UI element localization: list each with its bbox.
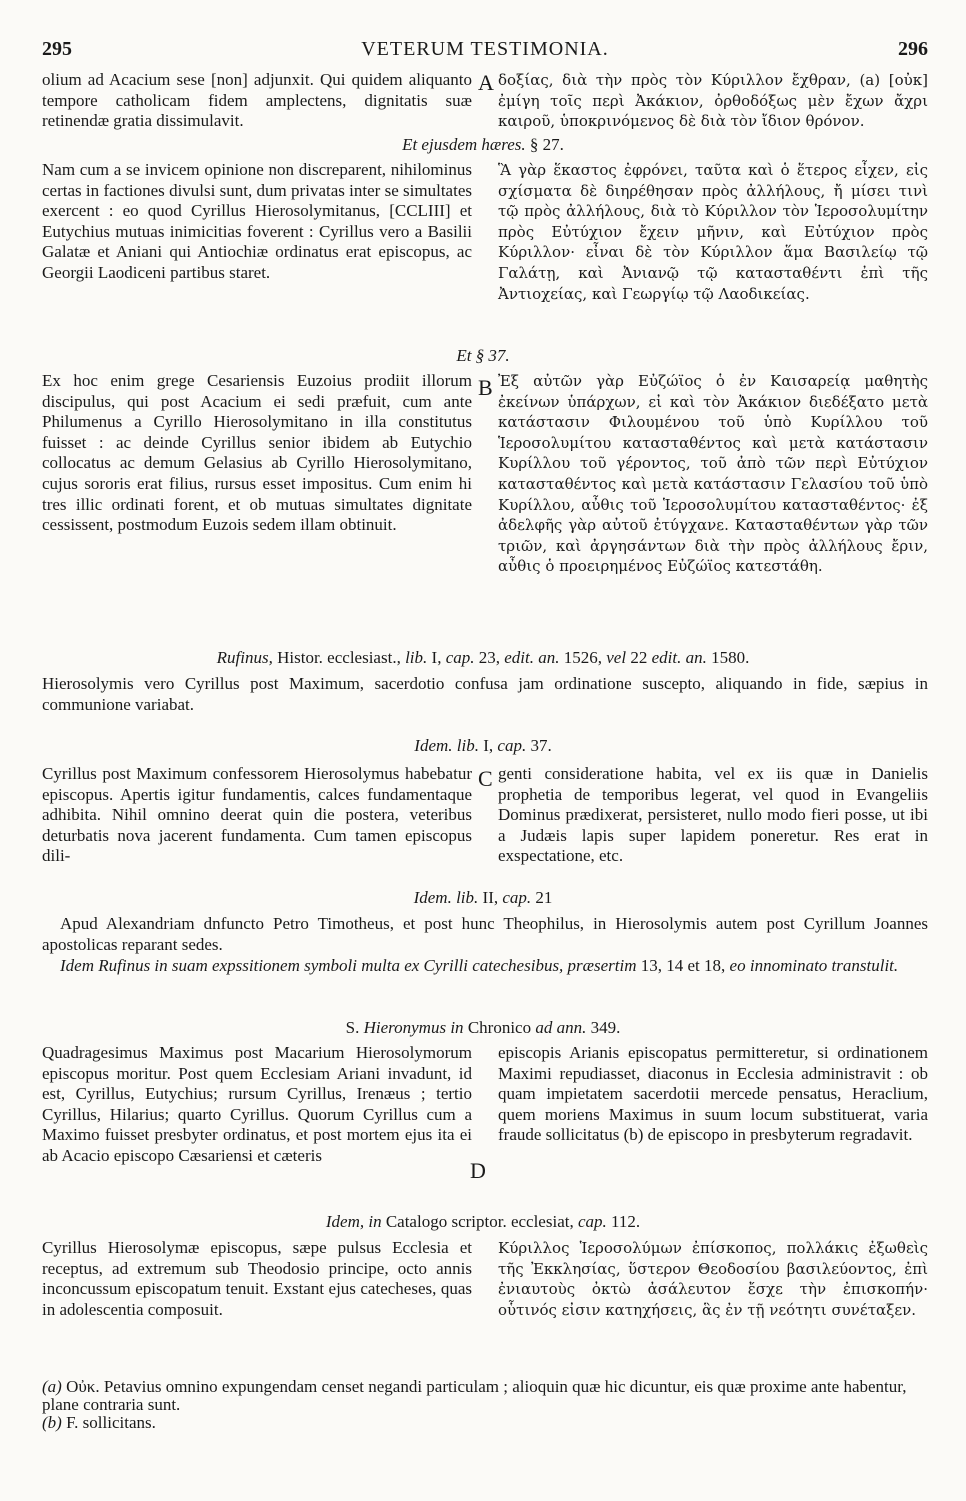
latin-col-2: Nam cum a se invicem opinione non discreparent, nihilominus certas in factiones divulsi sunt, dum privatas inter se simultates exercent : eo quod Cyrillus Hierosolymitanus, [CCLIII] et Eutychius mutuas inimicitias foverent : Cyrillus vero a Basilii Galatæ et Aniani qui Antiochiæ ordinatus erat episcopus, ac Georgii Laodiceni partibus staret.: [42, 160, 472, 282]
latin-col-5-left: Cyrillus post Maximum confessorem Hierosolymus habebatur episcopus. Apertis igitur fundamentis, calces fundamentaque adhibita. Nihil omnino deerat quin die postera, veteribus deturbatis nova jacerent fundamenta. Cum tamen episcopus dili-: [42, 764, 472, 866]
greek-col-1: δοξίας, διὰ τὴν πρὸς τὸν Κύριλλον ἔχθραν, (a) [οὐκ] ἐμίγη τοῖς περὶ Ἀκάκιον, ὀρθοδόξως μὲν ἔχων ἄχρι καιροῦ, ὑποκρινόμενος δὲ διὰ τὸν ἴδιον θρόνον.: [498, 71, 928, 131]
greek-col-9: Κύριλλος Ἱεροσολύμων ἐπίσκοπος, πολλάκις ἐξωθεὶς τῆς Ἐκκλησίας, ὕστερον Θεοδοσίου βασιλεύοντος, ἐπὶ ἐνιαυτοὺς ὀκτὼ ἀσάλευτον ἔσχε τὴν ἐπισκοπήν· οὗτινός εἰσιν κατηχήσεις, ἃς ἐν τῇ νεότητι συνέταξεν.: [498, 1239, 928, 1319]
latin-col-8-right: episcopis Arianis episcopatus permitteretur, si ordinationem Maximi repudiasset, diaconus in Ecclesia administravit : ob quam impietatem sacerdotii mercede pensatus, Heraclium, quem moriens Maximus in suum locum substituerat, varia fraude sollicitatus (b) de episcopo in presbyterum regradavit.: [498, 1043, 928, 1145]
footnote-b: [42, 1414, 928, 1432]
margin-marker-d: D: [470, 1158, 486, 1183]
running-title: VETERUM TESTIMONIA.: [361, 38, 609, 60]
heading-catalogo: Idem, in Catalogo scriptor. ecclesiat, cap. 112.: [325, 1212, 641, 1231]
heading-idem-37: Idem. lib. I, cap. 37.: [414, 736, 552, 755]
running-header: [42, 38, 928, 68]
margin-marker-c: C: [478, 766, 493, 791]
footnote-a-marker: (a): [42, 1377, 62, 1396]
heading-rufinus: Rufinus, Histor. ecclesiast., lib. I, cap. 23, edit. an. 1526, vel 22 edit. an. 1580.: [216, 648, 750, 667]
latin-col-3: Ex hoc enim grege Cesariensis Euzoius prodiit illorum discipulus, qui post Acacium ei sedi præfuit, cum ante Philumenus a Cyrillo Hierosolymitano in illa constitutus fuisset : ac deinde Cyrillus senior ibidem ab Eutychio collocatus ac demum Gelasius ab Cyrillo Hierosolymitano, cujus sororis erat filius, rursus esset impositus. Cum enim hi tres illic ordinati forent, et ob mutuas simultates dignitate cessissent, postmodum Euzois sedem illam obtinuit.: [42, 371, 472, 535]
latin-col-1: olium ad Acacium sese [non] adjunxit. Qui quidem aliquanto tempore catholicam fidem amplectens, dignitatis suæ retinendæ gratia dissimulavit.: [42, 70, 472, 131]
latin-col-8-left: Quadragesimus Maximus post Macarium Hierosolymorum episcopus moritur. Post quem Ecclesiam Ariani invadunt, id est, Cyrillus, Eutychius; rursum Cyrillus, Irenæus ; tertio Cyrillus, Hilarius; quarto Cyrillus. Quorum Cyrillus cum a Maximo fuisset presbyter ordinatus, et post mortem ejus ita ei ab Acacio episcopo Cæsariensi et cæteris: [42, 1043, 472, 1165]
page-number-right: 296: [898, 38, 928, 60]
heading-ejusdem: Et ejusdem hæres. § 27.: [402, 135, 564, 154]
footnote-a: [42, 1378, 928, 1414]
greek-col-2: Ἃ γὰρ ἕκαστος ἐφρόνει, ταῦτα καὶ ὁ ἕτερος εἶχεν, εἰς σχίσματα δὲ διηρέθησαν πρὸς ἀλλήλους, ἤ μίσει τινὶ τῷ πρὸς ἀλλήλους, διὰ τὸ Κύριλλον τὸν Ἱεροσολυμίτην πρὸς Εὐτύχιον ἔχειν μῆνιν, καὶ Εὐτύχιον πρὸς Κύριλλον· εἶναι δὲ τὸν Κύριλλον ἅμα Βασιλείῳ τῷ Γαλάτῃ, καὶ Ἀνιανῷ τῷ κατασταθέντι ἐπὶ τῆς Ἀντιοχείας, καὶ Γεωργίῳ τῷ Λαοδικείας.: [498, 161, 928, 303]
greek-col-3: Ἐξ αὐτῶν γὰρ Εὐζώϊος ὁ ἐν Καισαρείᾳ μαθητὴς ἐκείνων ὑπάρχων, εἰ καὶ τὸν Ἀκάκιον διεδέξατο μετὰ κατάστασιν Φιλουμένου τοῦ ὑπὸ Κυρίλλου τοῦ Ἱεροσολυμίτου κατασταθέντος καὶ μετὰ κατάστασιν Κυρίλλου τοῦ γέροντος, τοῦ ἀπὸ τῶν περὶ Εὐτύχιον κατασταθέντος καὶ μετὰ κατάστασιν Γελασίου τοῦ ὑπὸ Κυρίλλου, αὖθις τοῦ Ἱεροσολυμίτου κατασταθέντος· ἐξ ἀδελφῆς γὰρ αὐτοῦ ἐτύγχανε. Κατασταθέντων γὰρ τῶν τριῶν, καὶ ἀργησάντων διὰ τὴν πρὸς ἀλλήλους ἔριν, αὖθις ὁ προειρημένος Εὐζώϊος κατεστάθη.: [498, 372, 928, 576]
footnote-a-text: Οὐκ. Petavius omnino expungendam censet negandi particulam ; alioquin quæ hic dicuntur, eis quæ proxime ante habentur, plane contraria sunt.: [42, 1377, 907, 1414]
paragraph-apud: Apud Alexandriam dnfuncto Petro Timotheus, et post hunc Theophilus, in Hierosolymis autem post Cyrillum Joannes apostolicas reparant sedes.: [42, 914, 928, 954]
latin-col-9: Cyrillus Hierosolymæ episcopus, sæpe pulsus Ecclesia et receptus, ad extremum sub Theodosio principe, octo annis inconcussum episcopatum tenuit. Exstant ejus catecheses, quas in adolescentia composuit.: [42, 1238, 472, 1319]
margin-marker-b: B: [478, 375, 493, 400]
latin-col-5-right: genti consideratione habita, vel ex iis quæ in Danielis prophetia de temporibus legerat, vel quod in Evangeliis Dominus prædixerat, persisteret, nullo modo fieri posse, ut ibi a Judæis lapis super lapidem poneretur. Res erat in exspectatione, etc.: [498, 764, 928, 866]
paragraph-hierosolymis: Hierosolymis vero Cyrillus post Maximum, sacerdotio confusa jam ordinatione suscepto, aliquando in fide, sæpius in communione variabat.: [42, 674, 928, 714]
margin-marker-a: A: [478, 70, 494, 95]
footnote-b-text: F. sollicitans.: [61, 1413, 156, 1432]
heading-hieronymus: S. Hieronymus in Chronico ad ann. 349.: [345, 1018, 621, 1037]
footnote-b-marker: (b): [42, 1413, 62, 1432]
heading-et-37: Et § 37.: [456, 346, 510, 365]
heading-idem-21: Idem. lib. II, cap. 21: [413, 888, 553, 907]
page-number-left: 295: [42, 38, 72, 60]
paragraph-idem-rufinus: Idem Rufinus in suam expssitionem symboli multa ex Cyrilli catechesibus, præsertim 13, 14 et 18, eo innominato transtulit.: [60, 956, 899, 975]
